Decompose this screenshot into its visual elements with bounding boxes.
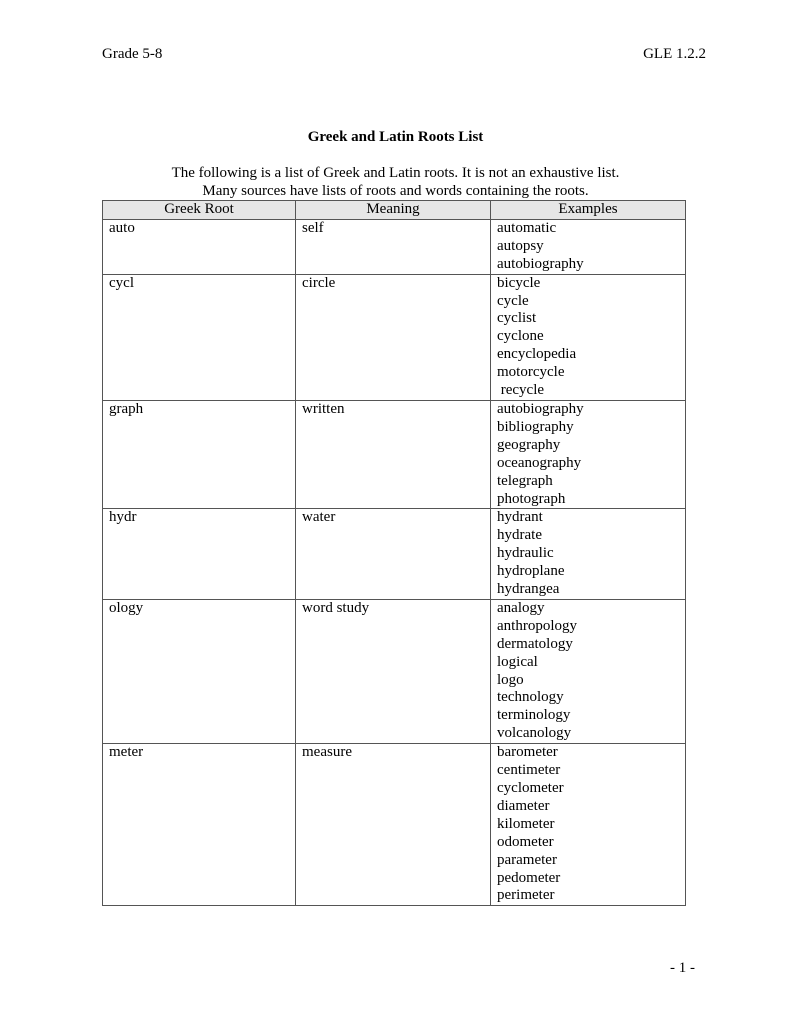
meaning-cell: self: [296, 219, 491, 274]
example-word: perimeter: [497, 887, 555, 904]
example-word: autopsy: [497, 237, 544, 254]
example-word: kilometer: [497, 815, 555, 832]
document-title: Greek and Latin Roots List: [307, 129, 484, 145]
table-row: [103, 744, 686, 906]
table-row: [103, 400, 686, 508]
root-cell: cycl: [103, 274, 296, 400]
example-word: bicycle: [497, 274, 541, 291]
column-header-examples: Examples: [491, 201, 686, 220]
grade-label: Grade 5-8: [102, 46, 163, 62]
examples-cell: [491, 744, 686, 906]
example-word: barometer: [497, 744, 558, 761]
example-word: bibliography: [497, 418, 574, 435]
meaning-cell: measure: [296, 744, 491, 906]
example-word: hydraulic: [497, 545, 554, 562]
root-cell: graph: [103, 400, 296, 508]
roots-table: [102, 200, 686, 906]
examples-cell: [491, 274, 686, 400]
examples-cell: [491, 219, 686, 274]
example-word: cyclometer: [497, 780, 564, 796]
table-row: [103, 274, 686, 400]
examples-cell: [491, 509, 686, 600]
table-header-row: [103, 201, 686, 220]
example-word: technology: [497, 689, 564, 706]
example-word: odometer: [497, 833, 554, 850]
example-word: motorcycle: [497, 364, 565, 381]
meaning-cell: circle: [296, 274, 491, 400]
root-cell: meter: [103, 744, 296, 906]
examples-cell: [491, 400, 686, 508]
example-word: volcanology: [497, 725, 572, 742]
example-word: oceanography: [497, 454, 582, 471]
example-word: centimeter: [497, 762, 561, 779]
example-word: logo: [497, 671, 524, 688]
column-header-meaning: Meaning: [296, 201, 491, 220]
table-row: [103, 599, 686, 743]
root-cell: hydr: [103, 509, 296, 600]
example-word: diameter: [497, 797, 550, 814]
example-word: parameter: [497, 851, 557, 868]
example-word: hydrangea: [497, 581, 560, 598]
example-word: logical: [497, 653, 538, 670]
example-word: photograph: [497, 490, 566, 507]
example-word: hydroplane: [497, 563, 565, 580]
example-word: pedometer: [497, 869, 561, 886]
example-word: autobiography: [497, 255, 584, 272]
example-word: hydrate: [497, 527, 542, 544]
table-row: [103, 219, 686, 274]
example-word: recycle: [497, 382, 545, 399]
example-word: hydrant: [497, 509, 543, 526]
intro-line-2: Many sources have lists of roots and words containing the roots.: [202, 183, 589, 199]
example-word: automatic: [497, 219, 557, 236]
example-word: cycle: [497, 292, 529, 309]
example-word: cyclone: [497, 328, 544, 345]
table-body: [103, 219, 686, 905]
example-word: encyclopedia: [497, 346, 577, 363]
examples-cell: [491, 599, 686, 743]
gle-label: GLE 1.2.2: [643, 46, 706, 62]
root-cell: ology: [103, 599, 296, 743]
example-word: anthropology: [497, 617, 577, 634]
example-word: telegraph: [497, 472, 553, 489]
meaning-cell: water: [296, 509, 491, 600]
meaning-cell: written: [296, 400, 491, 508]
root-cell: auto: [103, 219, 296, 274]
meaning-cell: word study: [296, 599, 491, 743]
example-word: terminology: [497, 707, 571, 724]
example-word: autobiography: [497, 400, 584, 417]
page-number: - 1 -: [670, 960, 695, 976]
intro-line-1: The following is a list of Greek and Latin roots. It is not an exhaustive list.: [171, 165, 620, 181]
table-row: [103, 509, 686, 600]
intro-paragraph: [0, 164, 791, 200]
example-word: cyclist: [497, 310, 537, 327]
example-word: analogy: [497, 599, 545, 616]
example-word: geography: [497, 436, 561, 453]
column-header-greek-root: Greek Root: [103, 201, 296, 220]
page-header: [102, 46, 706, 66]
example-word: dermatology: [497, 635, 573, 652]
